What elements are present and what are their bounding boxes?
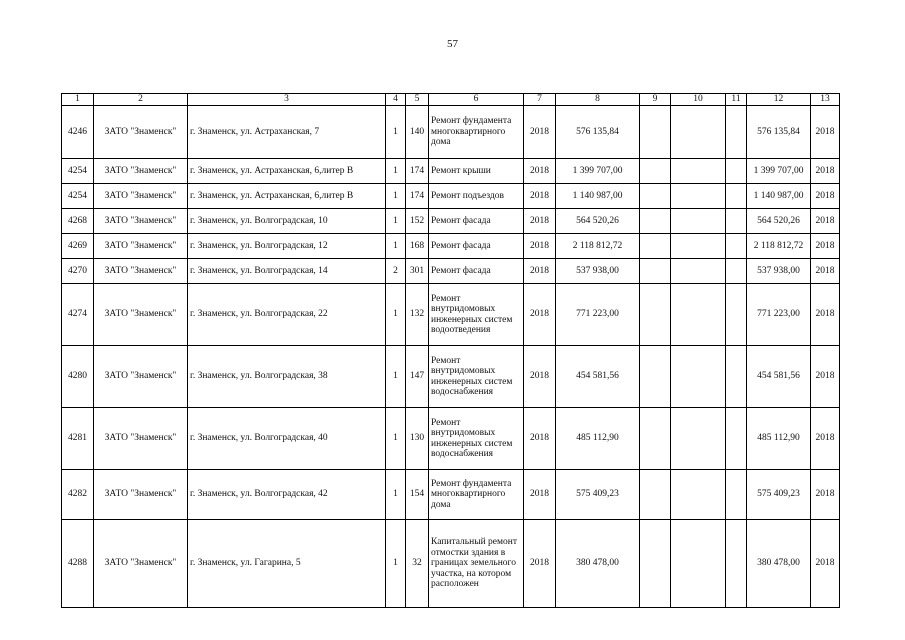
cell-col9: [640, 408, 671, 470]
cell-col11: [726, 209, 747, 234]
cell-address: г. Знаменск, ул. Волгоградская, 12: [188, 234, 386, 259]
cell-work-type: Ремонт внутридомовых инженерных систем водоснабжения: [429, 408, 524, 470]
cell-total: 575 409,23: [747, 470, 811, 520]
cell-col5: 168: [406, 234, 429, 259]
cell-municipality: ЗАТО "Знаменск": [94, 184, 188, 209]
cell-col10: [671, 159, 726, 184]
cell-id: 4274: [62, 284, 94, 346]
cell-col5: 147: [406, 346, 429, 408]
cell-year-2: 2018: [811, 284, 840, 346]
cell-total: 380 478,00: [747, 520, 811, 608]
cell-amount: 537 938,00: [556, 259, 640, 284]
cell-col5: 174: [406, 159, 429, 184]
cell-id: 4270: [62, 259, 94, 284]
cell-col4: 1: [386, 470, 406, 520]
cell-total: 2 118 812,72: [747, 234, 811, 259]
table-row: [62, 259, 840, 284]
cell-amount: 1 399 707,00: [556, 159, 640, 184]
cell-col11: [726, 408, 747, 470]
column-header: 11: [726, 94, 747, 106]
cell-col10: [671, 184, 726, 209]
cell-col4: 1: [386, 209, 406, 234]
cell-total: 454 581,56: [747, 346, 811, 408]
table-row: [62, 209, 840, 234]
cell-col5: 152: [406, 209, 429, 234]
cell-col10: [671, 234, 726, 259]
cell-year-2: 2018: [811, 470, 840, 520]
cell-id: 4269: [62, 234, 94, 259]
cell-year: 2018: [524, 259, 556, 284]
table-row: [62, 284, 840, 346]
cell-col9: [640, 284, 671, 346]
cell-year: 2018: [524, 346, 556, 408]
cell-amount: 564 520,26: [556, 209, 640, 234]
cell-year: 2018: [524, 209, 556, 234]
cell-total: 485 112,90: [747, 408, 811, 470]
cell-work-type: Ремонт подъездов: [429, 184, 524, 209]
cell-municipality: ЗАТО "Знаменск": [94, 234, 188, 259]
cell-amount: 380 478,00: [556, 520, 640, 608]
cell-id: 4246: [62, 106, 94, 159]
page-number: 57: [447, 38, 458, 50]
table-row: [62, 159, 840, 184]
cell-address: г. Знаменск, ул. Волгоградская, 14: [188, 259, 386, 284]
cell-col11: [726, 520, 747, 608]
cell-address: г. Знаменск, ул. Волгоградская, 10: [188, 209, 386, 234]
cell-work-type: Ремонт фундамента многоквартирного дома: [429, 470, 524, 520]
cell-col10: [671, 520, 726, 608]
cell-id: 4288: [62, 520, 94, 608]
cell-col4: 1: [386, 520, 406, 608]
cell-col9: [640, 209, 671, 234]
cell-col4: 1: [386, 184, 406, 209]
cell-col11: [726, 284, 747, 346]
cell-work-type: Ремонт фасада: [429, 234, 524, 259]
column-header: 13: [811, 94, 840, 106]
cell-year: 2018: [524, 234, 556, 259]
column-header: 6: [429, 94, 524, 106]
cell-municipality: ЗАТО "Знаменск": [94, 284, 188, 346]
cell-year: 2018: [524, 520, 556, 608]
table-row: [62, 520, 840, 608]
table-row: [62, 184, 840, 209]
cell-col11: [726, 106, 747, 159]
cell-col10: [671, 259, 726, 284]
cell-year-2: 2018: [811, 106, 840, 159]
cell-total: 1 399 707,00: [747, 159, 811, 184]
cell-amount: 575 409,23: [556, 470, 640, 520]
cell-municipality: ЗАТО "Знаменск": [94, 106, 188, 159]
column-header: 10: [671, 94, 726, 106]
cell-amount: 576 135,84: [556, 106, 640, 159]
cell-municipality: ЗАТО "Знаменск": [94, 159, 188, 184]
cell-total: 771 223,00: [747, 284, 811, 346]
cell-year: 2018: [524, 408, 556, 470]
cell-work-type: Ремонт фасада: [429, 209, 524, 234]
cell-id: 4280: [62, 346, 94, 408]
cell-col9: [640, 159, 671, 184]
cell-address: г. Знаменск, ул. Астраханская, 7: [188, 106, 386, 159]
cell-id: 4254: [62, 184, 94, 209]
cell-amount: 454 581,56: [556, 346, 640, 408]
cell-year-2: 2018: [811, 184, 840, 209]
cell-municipality: ЗАТО "Знаменск": [94, 259, 188, 284]
cell-col10: [671, 106, 726, 159]
cell-col4: 2: [386, 259, 406, 284]
cell-address: г. Знаменск, ул. Волгоградская, 40: [188, 408, 386, 470]
cell-col11: [726, 234, 747, 259]
column-number-header-row: [62, 94, 840, 106]
cell-col9: [640, 346, 671, 408]
cell-municipality: ЗАТО "Знаменск": [94, 408, 188, 470]
cell-col4: 1: [386, 234, 406, 259]
cell-col9: [640, 106, 671, 159]
cell-municipality: ЗАТО "Знаменск": [94, 209, 188, 234]
cell-col4: 1: [386, 284, 406, 346]
cell-col10: [671, 470, 726, 520]
cell-total: 1 140 987,00: [747, 184, 811, 209]
cell-year: 2018: [524, 184, 556, 209]
cell-address: г. Знаменск, ул. Волгоградская, 22: [188, 284, 386, 346]
cell-col9: [640, 184, 671, 209]
cell-municipality: ЗАТО "Знаменск": [94, 346, 188, 408]
cell-col5: 130: [406, 408, 429, 470]
cell-col11: [726, 159, 747, 184]
cell-address: г. Знаменск, ул. Астраханская, 6,литер В: [188, 159, 386, 184]
cell-id: 4282: [62, 470, 94, 520]
cell-amount: 1 140 987,00: [556, 184, 640, 209]
table-row: [62, 408, 840, 470]
cell-col11: [726, 346, 747, 408]
cell-year-2: 2018: [811, 520, 840, 608]
cell-col4: 1: [386, 159, 406, 184]
cell-col10: [671, 284, 726, 346]
cell-address: г. Знаменск, ул. Волгоградская, 38: [188, 346, 386, 408]
table-row: [62, 234, 840, 259]
cell-col9: [640, 234, 671, 259]
cell-amount: 2 118 812,72: [556, 234, 640, 259]
cell-work-type: Ремонт крыши: [429, 159, 524, 184]
cell-col5: 174: [406, 184, 429, 209]
cell-total: 537 938,00: [747, 259, 811, 284]
cell-work-type: Ремонт фундамента многоквартирного дома: [429, 106, 524, 159]
cell-municipality: ЗАТО "Знаменск": [94, 470, 188, 520]
cell-municipality: ЗАТО "Знаменск": [94, 520, 188, 608]
cell-year-2: 2018: [811, 234, 840, 259]
column-header: 3: [188, 94, 386, 106]
cell-work-type: Ремонт фасада: [429, 259, 524, 284]
column-header: 9: [640, 94, 671, 106]
cell-col5: 154: [406, 470, 429, 520]
cell-col4: 1: [386, 408, 406, 470]
cell-col5: 301: [406, 259, 429, 284]
cell-year: 2018: [524, 106, 556, 159]
column-header: 2: [94, 94, 188, 106]
cell-col10: [671, 408, 726, 470]
cell-work-type: Ремонт внутридомовых инженерных систем водоотведения: [429, 284, 524, 346]
cell-year-2: 2018: [811, 259, 840, 284]
cell-year-2: 2018: [811, 346, 840, 408]
cell-amount: 485 112,90: [556, 408, 640, 470]
column-header: 5: [406, 94, 429, 106]
cell-col10: [671, 346, 726, 408]
cell-col5: 32: [406, 520, 429, 608]
table-row: [62, 346, 840, 408]
cell-year: 2018: [524, 284, 556, 346]
cell-year: 2018: [524, 159, 556, 184]
cell-col11: [726, 470, 747, 520]
cell-col5: 132: [406, 284, 429, 346]
cell-year-2: 2018: [811, 159, 840, 184]
column-header: 4: [386, 94, 406, 106]
cell-col10: [671, 209, 726, 234]
cell-col4: 1: [386, 106, 406, 159]
cell-col4: 1: [386, 346, 406, 408]
cell-total: 564 520,26: [747, 209, 811, 234]
cell-work-type: Капитальный ремонт отмостки здания в границах земельного участка, на котором расположен: [429, 520, 524, 608]
cell-address: г. Знаменск, ул. Астраханская, 6,литер В: [188, 184, 386, 209]
column-header: 1: [62, 94, 94, 106]
cell-col9: [640, 259, 671, 284]
cell-address: г. Знаменск, ул. Волгоградская, 42: [188, 470, 386, 520]
cell-col9: [640, 520, 671, 608]
cell-address: г. Знаменск, ул. Гагарина, 5: [188, 520, 386, 608]
cell-col9: [640, 470, 671, 520]
cell-year-2: 2018: [811, 209, 840, 234]
cell-id: 4254: [62, 159, 94, 184]
cell-year: 2018: [524, 470, 556, 520]
cell-id: 4281: [62, 408, 94, 470]
cell-col11: [726, 184, 747, 209]
cell-year-2: 2018: [811, 408, 840, 470]
table-row: [62, 106, 840, 159]
cell-col5: 140: [406, 106, 429, 159]
column-header: 7: [524, 94, 556, 106]
repair-program-table: [61, 93, 840, 608]
cell-work-type: Ремонт внутридомовых инженерных систем водоснабжения: [429, 346, 524, 408]
cell-total: 576 135,84: [747, 106, 811, 159]
column-header: 8: [556, 94, 640, 106]
cell-col11: [726, 259, 747, 284]
table-row: [62, 470, 840, 520]
column-header: 12: [747, 94, 811, 106]
cell-id: 4268: [62, 209, 94, 234]
cell-amount: 771 223,00: [556, 284, 640, 346]
